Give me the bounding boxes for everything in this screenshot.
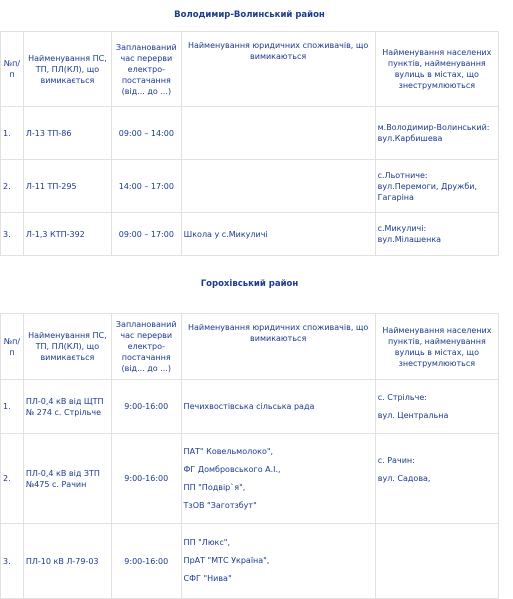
row-number: 1. <box>1 380 24 434</box>
row-places <box>375 524 498 599</box>
row-consumers: Школа у с.Микуличі <box>181 213 375 256</box>
outage-table-volodymyr <box>0 0 499 256</box>
row-number: 3. <box>1 213 24 256</box>
row-time: 14:00 – 17:00 <box>112 160 182 213</box>
row-time: 9:00-16:00 <box>111 380 181 434</box>
col-consumers-header: Найменування юридичних споживачів, що вимикаються <box>181 314 375 380</box>
row-line: ПЛ-0,4 кВ від ЩТП № 274 с. Стрільче <box>23 380 111 434</box>
col-time-header: Запланований час перерви електро-постачання (від... до ...) <box>111 314 181 380</box>
row-consumers <box>181 524 375 599</box>
row-consumers: Печихвостівська сільська рада <box>181 380 375 434</box>
col-places-header: Найменування населених пунктів, найменування вулиць в містах, що знеструмлюються <box>375 314 498 380</box>
row-time: 09:00 – 17:00 <box>112 213 182 256</box>
table-row <box>1 107 499 160</box>
consumer-item: ПП "Люкс", <box>183 538 231 547</box>
table-row <box>1 380 499 434</box>
row-places <box>375 380 498 434</box>
table-row <box>1 160 499 213</box>
col-places-header: Найменування населених пунктів, найменування вулиць в містах, що знеструмлюються <box>375 32 498 107</box>
row-places <box>375 160 498 213</box>
outage-table-horokhiv <box>0 256 499 599</box>
row-line: Л-13 ТП-86 <box>23 107 111 160</box>
consumer-item: ПрАТ "МТС Україна", <box>183 556 270 565</box>
section-title: Горохівський район <box>1 256 499 314</box>
table-row <box>1 434 499 524</box>
row-consumers <box>181 160 375 213</box>
place-name: с. Стрільче: <box>377 392 427 402</box>
header-row <box>1 32 499 107</box>
place-name: с.Льотниче: <box>377 170 428 180</box>
col-line-header: Найменування ПС, ТП, ПЛ(КЛ), що вимикається <box>23 32 111 107</box>
place-name: с.Микуличі: <box>377 224 427 233</box>
row-places <box>375 213 498 256</box>
row-line: Л-1,3 КТП-392 <box>23 213 111 256</box>
place-street: вул.Карбишева <box>377 134 443 143</box>
consumer-item: ПАТ" Ковельмолоко", <box>183 446 274 456</box>
place-name: м.Володимир-Волинський: <box>377 123 490 132</box>
col-consumers-header: Найменування юридичних споживачів, що вимикаються <box>181 32 375 107</box>
row-consumers <box>181 107 375 160</box>
col-line-header: Найменування ПС, ТП, ПЛ(КЛ), що вимикається <box>23 314 111 380</box>
row-number: 2. <box>1 160 24 213</box>
row-line: Л-11 ТП-295 <box>23 160 111 213</box>
row-number: 3. <box>1 524 24 599</box>
row-number: 1. <box>1 107 24 160</box>
row-time: 09:00 – 14:00 <box>112 107 182 160</box>
row-number: 2. <box>1 434 24 524</box>
row-time: 9:00-16:00 <box>111 524 181 599</box>
row-places <box>375 434 498 524</box>
place-street: вул.Мілашенка <box>377 235 442 244</box>
place-name: с. Рачин: <box>377 456 415 465</box>
place-street: вул. Центральна <box>377 410 449 420</box>
place-street: вул. Садова, <box>377 474 431 483</box>
col-number-header: №п/п <box>1 314 24 380</box>
row-places <box>375 107 498 160</box>
table-row <box>1 524 499 599</box>
col-number-header: №п/п <box>1 32 24 107</box>
row-line: ПЛ-0,4 кВ від ЗТП №475 с. Рачин <box>23 434 111 524</box>
consumer-item: ТзОВ "Заготзбут" <box>183 500 257 510</box>
consumer-item: ФГ Домбровського А.І., <box>183 464 281 474</box>
place-street: вул.Перемоги, Дружби, Гагаріна <box>377 181 478 202</box>
consumer-item: СФГ "Нива" <box>183 574 232 583</box>
header-row <box>1 314 499 380</box>
row-line: ПЛ-10 кВ Л-79-03 <box>23 524 111 599</box>
section-title-row <box>1 0 499 32</box>
row-time: 9:00-16:00 <box>111 434 181 524</box>
consumer-item: ПП "Подвір`я", <box>183 482 246 492</box>
table-row <box>1 213 499 256</box>
row-consumers <box>181 434 375 524</box>
section-title: Володимир-Волинський район <box>1 0 499 32</box>
section-title-row <box>1 256 499 314</box>
col-time-header: Запланований час перерви електро-постачання (від... до ...) <box>112 32 182 107</box>
